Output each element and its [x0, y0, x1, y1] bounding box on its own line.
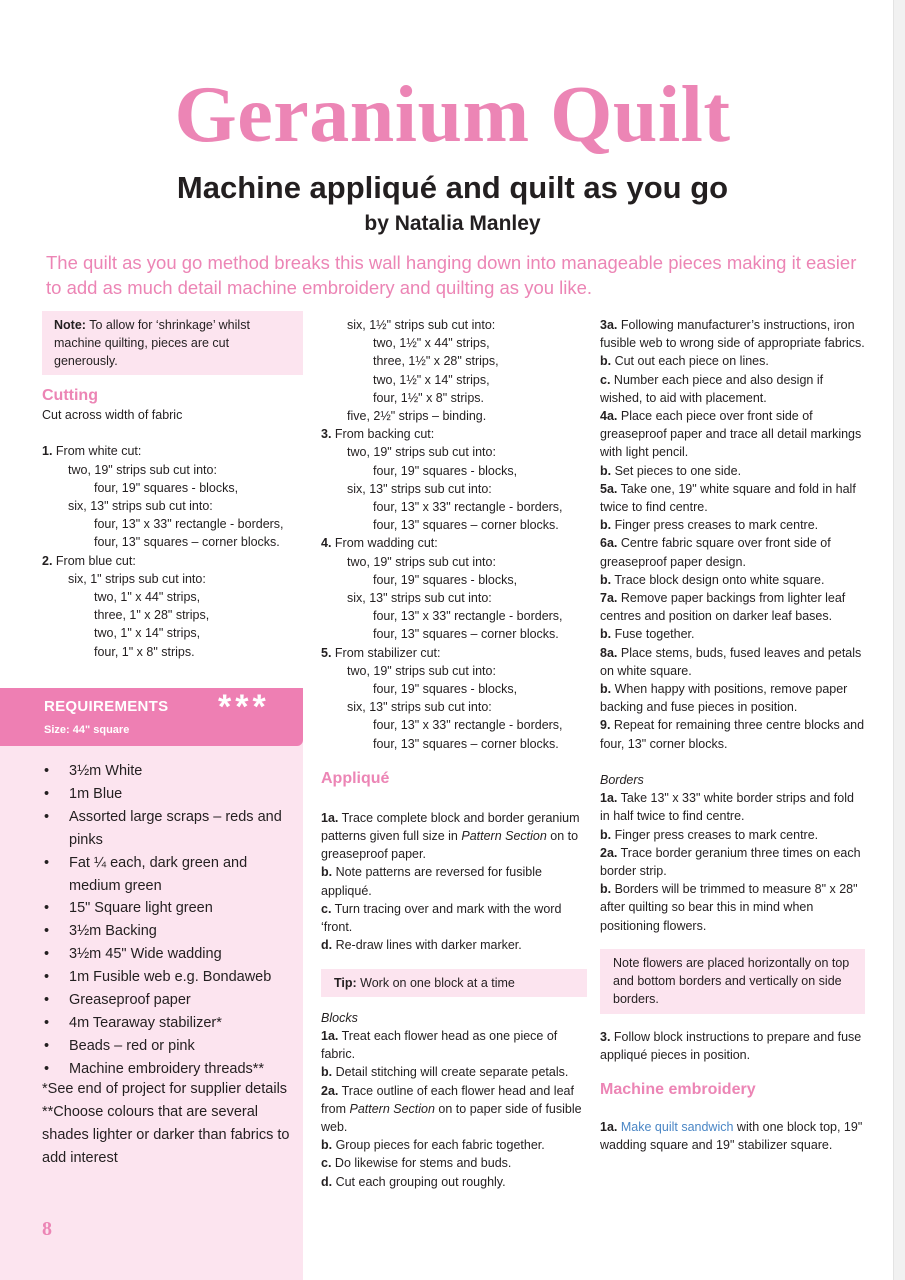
- cut-line: two, 19" strips sub cut into:: [68, 462, 217, 477]
- step-5a: 5a. Take one, 19" white square and fold in half twice to find centre.: [600, 481, 856, 515]
- note-label: Note:: [54, 318, 86, 332]
- step-5b: b. Finger press creases to mark centre.: [600, 518, 819, 533]
- list-item: • 15" Square light green: [42, 897, 298, 920]
- cut-line: four, 13" squares – corner blocks.: [373, 627, 559, 642]
- step-7a: 7a. Remove paper backings from lighter leaf centres and position on darker leaf bases.: [600, 591, 846, 624]
- cut-line: two, 1" x 44" strips,: [94, 590, 201, 605]
- cutting-subtext: Cut across width of fabric: [42, 408, 183, 422]
- cut-line: four, 13" x 33" rectangle - borders,: [373, 718, 563, 733]
- cut-line: four, 13" x 33" rectangle - borders,: [373, 500, 563, 515]
- cut-step-2: 2. From blue cut:: [42, 553, 136, 568]
- step-4a: 4a. Place each piece over front side of greaseproof paper and trace all detail markings with light pencil.: [600, 409, 862, 460]
- cut-line: four, 13" x 33" rectangle - borders,: [94, 517, 284, 532]
- cut-step-4: 4. From wadding cut:: [321, 536, 438, 551]
- difficulty-stars: ***: [218, 688, 270, 726]
- cut-line: four, 19" squares - blocks,: [373, 682, 518, 697]
- cut-line: four, 13" x 33" rectangle - borders,: [373, 609, 563, 624]
- cut-line: four, 19" squares - blocks,: [373, 572, 518, 587]
- page-number: 8: [42, 1218, 52, 1240]
- applique-heading: Appliqué: [321, 769, 390, 787]
- intro-paragraph: The quilt as you go method breaks this wall hanging down into manageable pieces making it easier to add as much detail machine embroidery and quilting as you like.: [46, 252, 857, 298]
- step-6b: b. Trace block design onto white square.: [600, 572, 825, 587]
- requirements-notes: [42, 1078, 298, 1170]
- cut-line: four, 1½" x 8" strips.: [373, 390, 485, 405]
- cut-line: three, 1½" x 28" strips,: [373, 354, 499, 369]
- blocks-step-2d: d. Cut each grouping out roughly.: [321, 1174, 506, 1189]
- step-8a: 8a. Place stems, buds, fused leaves and petals on white square.: [600, 645, 862, 678]
- page-title: Geranium Quilt: [174, 71, 731, 159]
- cut-line: four, 19" squares - blocks,: [373, 463, 518, 478]
- border-step-1b: b. Finger press creases to mark centre.: [600, 827, 819, 842]
- note-text: To allow for ‘shrinkage’ whilst machine quilting, pieces are cut generously.: [54, 318, 250, 369]
- border-step-3: 3. Follow block instructions to prepare and fuse appliqué pieces in position.: [600, 1029, 862, 1062]
- cut-line: six, 13" strips sub cut into:: [347, 700, 492, 715]
- border-note-box: Note flowers are placed horizontally on top and bottom borders and vertically on side borders.: [600, 949, 865, 1014]
- cut-line: two, 1½" x 44" strips,: [373, 336, 490, 351]
- author-byline: by Natalia Manley: [364, 212, 541, 235]
- cut-line: six, 13" strips sub cut into:: [347, 481, 492, 496]
- step-4b: b. Set pieces to one side.: [600, 463, 742, 478]
- cut-line: six, 1½" strips sub cut into:: [347, 318, 496, 332]
- step-9: 9. Repeat for remaining three centre blocks and four, 13" corner blocks.: [600, 718, 865, 751]
- list-item: • Beads – red or pink: [42, 1035, 298, 1058]
- list-item: • 1m Fusible web e.g. Bondaweb: [42, 966, 298, 989]
- list-item: • 3½m Backing: [42, 920, 298, 943]
- cut-line: four, 19" squares - blocks,: [94, 480, 239, 495]
- column-2: [321, 316, 587, 1191]
- border-step-2b: b. Borders will be trimmed to measure 8" x 28" after quilting so bear this in mind when positioning flowers.: [600, 882, 858, 933]
- embroidery-step-1a: 1a. Make quilt sandwich with one block top, 19" wadding square and 19" stabilizer square.: [600, 1119, 863, 1153]
- cut-line: two, 19" strips sub cut into:: [347, 445, 496, 460]
- blocks-heading: Blocks: [321, 1010, 358, 1025]
- step-3a: 3a. Following manufacturer’s instructions, iron fusible web to wrong side of appropriate fabrics.: [600, 318, 865, 351]
- cut-step-5: 5. From stabilizer cut:: [321, 645, 441, 660]
- machine-embroidery-heading: Machine embroidery: [600, 1080, 756, 1098]
- step-3b: b. Cut out each piece on lines.: [600, 354, 769, 369]
- column-1: [42, 386, 304, 661]
- cut-step-1: 1. From white cut:: [42, 444, 142, 459]
- list-item: • Machine embroidery threads**: [42, 1058, 298, 1081]
- list-item: • 1m Blue: [42, 783, 298, 806]
- step-8b: b. When happy with positions, remove paper backing and fuse pieces in position.: [600, 682, 848, 715]
- applique-step-1d: d. Re-draw lines with darker marker.: [321, 938, 522, 953]
- blocks-step-2b: b. Group pieces for each fabric together.: [321, 1138, 545, 1153]
- page-subtitle: Machine appliqué and quilt as you go: [176, 170, 729, 205]
- colour-note: **Choose colours that are several shades lighter or darker than fabrics to add interest: [42, 1103, 290, 1166]
- note-box: [42, 311, 303, 375]
- list-item: • 3½m 45" Wide wadding: [42, 943, 298, 966]
- blocks-step-2c: c. Do likewise for stems and buds.: [321, 1156, 512, 1171]
- cut-line: four, 13" squares – corner blocks.: [94, 535, 280, 550]
- requirements-bar: [0, 688, 303, 746]
- cut-line: four, 1" x 8" strips.: [94, 644, 195, 659]
- list-item: • Assorted large scraps – reds and pinks: [42, 806, 298, 852]
- list-item: • 4m Tearaway stabilizer*: [42, 1012, 298, 1035]
- cut-line: six, 13" strips sub cut into:: [68, 499, 213, 513]
- list-item: • Greaseproof paper: [42, 989, 298, 1012]
- cut-step-3: 3. From backing cut:: [321, 427, 435, 442]
- tip-box: Tip: Work on one block at a time: [321, 969, 587, 997]
- cut-line: two, 19" strips sub cut into:: [347, 554, 496, 569]
- borders-heading: Borders: [600, 773, 644, 788]
- cut-line: two, 1½" x 14" strips,: [373, 372, 490, 387]
- supplier-note: *See end of project for supplier details: [42, 1081, 288, 1097]
- border-step-2a: 2a. Trace border geranium three times on each border strip.: [600, 845, 861, 879]
- list-item: • Fat ¼ each, dark green and medium green: [42, 852, 298, 898]
- cut-line: five, 2½" strips – binding.: [347, 409, 487, 424]
- blocks-step-1a: 1a. Treat each flower head as one piece of fabric.: [321, 1028, 558, 1062]
- cut-line: four, 13" squares – corner blocks.: [373, 736, 559, 751]
- blocks-step-2a: 2a. Trace outline of each flower head and leaf from Pattern Section on to paper side of fusible web.: [321, 1083, 582, 1134]
- requirements-title: REQUIREMENTS: [44, 698, 169, 715]
- quilt-sandwich-link[interactable]: Make quilt sandwich: [620, 1119, 734, 1134]
- step-7b: b. Fuse together.: [600, 627, 695, 642]
- blocks-step-1b: b. Detail stitching will create separate petals.: [321, 1065, 569, 1080]
- border-step-1a: 1a. Take 13" x 33" white border strips and fold in half twice to find centre.: [600, 791, 854, 824]
- applique-step-1c: c. Turn tracing over and mark with the word ‘front.: [321, 901, 562, 935]
- applique-step-1a: 1a. Trace complete block and border geranium patterns given full size in Pattern Section on to greaseproof paper.: [321, 810, 580, 862]
- cut-line: two, 19" strips sub cut into:: [347, 663, 496, 678]
- cut-line: six, 13" strips sub cut into:: [347, 591, 492, 606]
- cut-line: three, 1" x 28" strips,: [94, 608, 210, 623]
- list-item: • 3½m White: [42, 760, 298, 783]
- applique-step-1b: b. Note patterns are reversed for fusible appliqué.: [321, 865, 542, 898]
- cut-line: four, 13" squares – corner blocks.: [373, 518, 559, 533]
- requirements-list: [42, 760, 298, 1081]
- cut-line: six, 1" strips sub cut into:: [68, 571, 206, 586]
- step-6a: 6a. Centre fabric square over front side of greaseproof paper design.: [600, 536, 831, 569]
- cutting-heading: Cutting: [42, 387, 98, 404]
- cut-line: two, 1" x 14" strips,: [94, 626, 201, 641]
- requirements-size: Size: 44" square: [44, 724, 130, 736]
- column-3: [600, 316, 865, 1154]
- step-3c: c. Number each piece and also design if wished, to aid with placement.: [600, 372, 824, 405]
